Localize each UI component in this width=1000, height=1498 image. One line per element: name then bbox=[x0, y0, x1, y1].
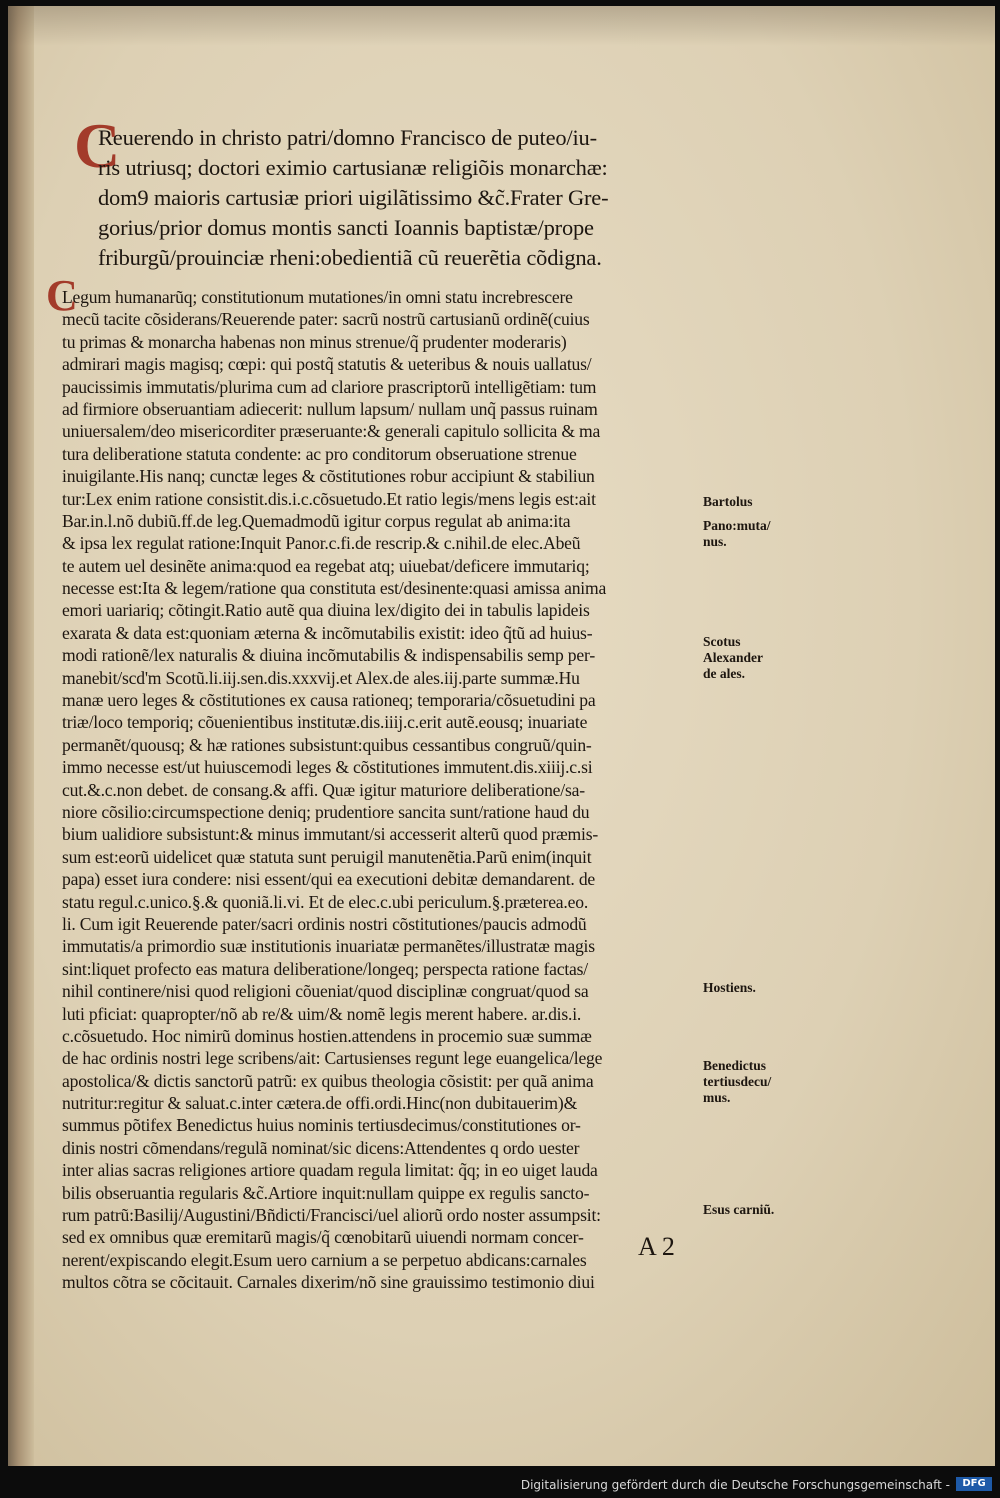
text-line: apostolica/& dictis sanctorũ patrũ: ex quibus theologia cõsistit: per quã anima bbox=[62, 1070, 594, 1091]
text-line: uniuersalem/deo misericorditer præseruante:& generali capitulo sollicita & ma bbox=[62, 421, 601, 442]
text-line: li. Cum igit Reuerende pater/sacri ordinis nostri cõstitutiones/paucis admodũ bbox=[62, 913, 587, 934]
margin-note-scotus bbox=[703, 634, 741, 650]
funding-credit: Digitalisierung gefördert durch die Deutsche Forschungsgemeinschaft - bbox=[520, 1478, 950, 1492]
text-line: ris utriusq; doctori eximio cartusianæ religiõis monarchæ: bbox=[98, 155, 608, 180]
text-line: Bar.in.l.nõ dubiũ.ff.de leg.Quemadmodũ igitur corpus regulat ab anima:ita bbox=[62, 510, 571, 531]
signature-mark: A 2 bbox=[638, 1232, 675, 1261]
margin-note-line: Hostiens. bbox=[703, 980, 756, 995]
text-line: luti pficiat: quapropter/nõ ab re/& uim/& nomẽ legis merent habere. ar.dis.i. bbox=[62, 1003, 582, 1024]
margin-note-esus-carnium bbox=[703, 1202, 774, 1218]
text-line: immo necesse est/ut huiuscemodi leges & cõstitutiones immutent.dis.xiiij.c.si bbox=[62, 757, 593, 778]
text-line: manebit/scd'm Scotũ.li.iij.sen.dis.xxxvij.et Alex.de ales.iij.parte summæ.Hu bbox=[62, 667, 580, 688]
text-line: c.cõsuetudo. Hoc nimirũ dominus hostien.attendens in procemio suæ summæ bbox=[62, 1025, 592, 1046]
margin-note-line: mus. bbox=[703, 1090, 731, 1105]
text-line: friburgũ/prouinciæ rheni:obedientiã cũ reuerẽtia cõdigna. bbox=[98, 245, 602, 270]
margin-note-alexander bbox=[703, 650, 763, 682]
margin-note-line: Bartolus bbox=[703, 494, 753, 509]
margin-note-line: tertiusdecu/ bbox=[703, 1074, 772, 1089]
margin-note-benedictus bbox=[703, 1058, 771, 1106]
text-line: tur:Lex enim ratione consistit.dis.i.c.cõsuetudo.Et ratio legis/mens legis est:ait bbox=[62, 488, 596, 509]
text-line: nerent/expiscando elegit.Esum uero carnium a se perpetuo abdicans:carnales bbox=[62, 1249, 587, 1270]
text-line: & ipsa lex regulat ratione:Inquit Panor.c.fi.de rescrip.& c.nihil.de elec.Abeũ bbox=[62, 533, 581, 554]
text-line: inter alias sacras religiones artiore quadam regula limitat: q̃q; in eo uiget lauda bbox=[62, 1160, 598, 1181]
page-shadow bbox=[8, 6, 995, 46]
text-line: necesse est:Ita & legem/ratione qua constituta est/desinente:quasi amissa anima bbox=[62, 578, 607, 599]
text-line: nihil continere/nisi quod religioni cõueniat/quod disciplinæ congruat/quod sa bbox=[62, 981, 589, 1002]
text-line: modi rationẽ/lex naturalis & diuina incõmutabilis & indispensabilis semp per- bbox=[62, 645, 595, 666]
text-line: sint:liquet profecto eas matura deliberatione/longeq; perspecta ratione factas/ bbox=[62, 958, 588, 979]
rubricated-initial-dedication: C bbox=[74, 110, 121, 181]
text-line: cut.&.c.non debet. de consang.& affi. Quæ igitur maturiore deliberatione/sa- bbox=[62, 779, 585, 800]
margin-note-line: de ales. bbox=[703, 666, 745, 681]
text-line: sed ex omnibus quæ eremitarũ magis/q̃ cœnobitarũ uiuendi normam concer- bbox=[62, 1227, 584, 1248]
text-line: tu primas & monarcha habenas non minus strenue/q̃ prudenter moderaris) bbox=[62, 331, 567, 352]
main-text-body bbox=[62, 286, 702, 1294]
text-line: rum patrũ:Basilij/Augustini/Bñdicti/Francisci/uel aliorũ ordo noster assumpsit: bbox=[62, 1205, 601, 1226]
text-line: ad firmiore obseruantiam adiecerit: nullum lapsum/ nullam unq̃ passus ruinam bbox=[62, 398, 598, 419]
dedication-heading bbox=[98, 123, 688, 273]
margin-note-line: Alexander bbox=[703, 650, 763, 665]
text-line: manæ uero leges & cõstitutiones ex causa rationeq; temporaria/cõsuetudini pa bbox=[62, 690, 596, 711]
digitization-footer bbox=[0, 1472, 1000, 1498]
margin-note-bartolus bbox=[703, 494, 753, 510]
text-line: dinis nostri cõmendans/regulã nominat/sic dicens:Attendentes q ordo uester bbox=[62, 1137, 580, 1158]
margin-note-line: nus. bbox=[703, 534, 727, 549]
margin-note-line: Pano:muta/ bbox=[703, 518, 771, 533]
text-line: nutritur:regitur & saluat.c.inter cætera.de offi.ordi.Hinc(non dubitauerim)& bbox=[62, 1093, 578, 1114]
text-line: inuigilante.His nanq; cunctæ leges & cõstitutiones robur accipiunt & stabiliun bbox=[62, 466, 595, 487]
margin-note-line: Benedictus bbox=[703, 1058, 767, 1073]
text-line: permanẽt/quousq; & hæ rationes subsistunt:quibus cessantibus congruũ/quin- bbox=[62, 734, 592, 755]
text-line: bium ualidiore subsistunt:& minus immutant/si accesserit alterũ quod præmis- bbox=[62, 824, 599, 845]
dfg-logo-icon: DFG bbox=[956, 1477, 992, 1491]
text-line: emori uariariq; cõtingit.Ratio autẽ qua diuina lex/digito dei in tabulis lapideis bbox=[62, 600, 590, 621]
text-line: paucissimis immutatis/plurima cum ad clariore prascriptorũ intelligẽtiam: tum bbox=[62, 376, 597, 397]
text-line: Reuerendo in christo patri/domno Francisco de puteo/iu- bbox=[98, 125, 597, 150]
text-line: immutatis/a primordio suæ institutionis inuariatæ permanẽtes/illustratæ magis bbox=[62, 936, 595, 957]
text-line: bilis obseruantia regularis &c̃.Artiore inquit:nullam quippe ex regulis sancto- bbox=[62, 1182, 590, 1203]
text-line: triæ/loco temporiq; cõuenientibus institutæ.dis.iiij.c.erit autẽ.eousq; inuariate bbox=[62, 712, 588, 733]
text-line: exarata & data est:quoniam æterna & incõmutabilis existit: ideo q̃tũ ad huius- bbox=[62, 622, 593, 643]
text-line: summus põtifex Benedictus huius nominis tertiusdecimus/constitutiones or- bbox=[62, 1115, 581, 1136]
margin-note-line: Esus carniũ. bbox=[703, 1202, 775, 1217]
text-line: niore cõsilio:circumspectione deniq; prudentiore sancita sunt/ratione haud du bbox=[62, 801, 590, 822]
text-line: papa) esset iura condere: nisi essent/qui ea executioni debitæ demandarent. de bbox=[62, 869, 596, 890]
text-line: dom9 maioris cartusiæ priori uigilãtissimo &c̃.Frater Gre- bbox=[98, 185, 609, 210]
text-line: statu regul.c.unico.§.& quoniã.li.vi. Et de elec.c.ubi periculum.§.præterea.eo. bbox=[62, 891, 589, 912]
text-line: admirari magis magisq; cœpi: qui postq̃ statutis & ueteribus & nouis uallatus/ bbox=[62, 354, 592, 375]
text-line: tura deliberatione statuta condente: ac pro conditorum obseruatione strenue bbox=[62, 443, 577, 464]
text-line: Legum humanarũq; constitutionum mutationes/in omni statu increbrescere bbox=[62, 287, 573, 307]
text-line: gorius/prior domus montis sancti Ioannis baptistæ/prope bbox=[98, 215, 594, 240]
text-line: mecũ tacite cõsiderans/Reuerende pater: sacrũ nostrũ cartusianũ ordinẽ(cuius bbox=[62, 309, 590, 330]
margin-note-hostiensis bbox=[703, 980, 756, 996]
text-line: te autem uel desinẽte anima:quod ea regebat atq; uiuebat/deficere immutariq; bbox=[62, 555, 590, 576]
scanned-page bbox=[8, 6, 995, 1466]
text-line: de hac ordinis nostri lege scribens/ait: Cartusienses regunt lege euangelica/lege bbox=[62, 1048, 603, 1069]
margin-note-line: Scotus bbox=[703, 634, 741, 649]
binding-gutter bbox=[8, 6, 34, 1466]
rubricated-initial-main: C bbox=[46, 271, 78, 320]
margin-note-panormitanus bbox=[703, 518, 771, 550]
text-line: multos cõtra se cõcitauit. Carnales dixerim/nõ sine grauissimo testimonio diui bbox=[62, 1272, 595, 1293]
text-line: sum est:eorũ uidelicet quæ statuta sunt peruigil manutenẽtia.Parũ enim(inquit bbox=[62, 846, 592, 867]
